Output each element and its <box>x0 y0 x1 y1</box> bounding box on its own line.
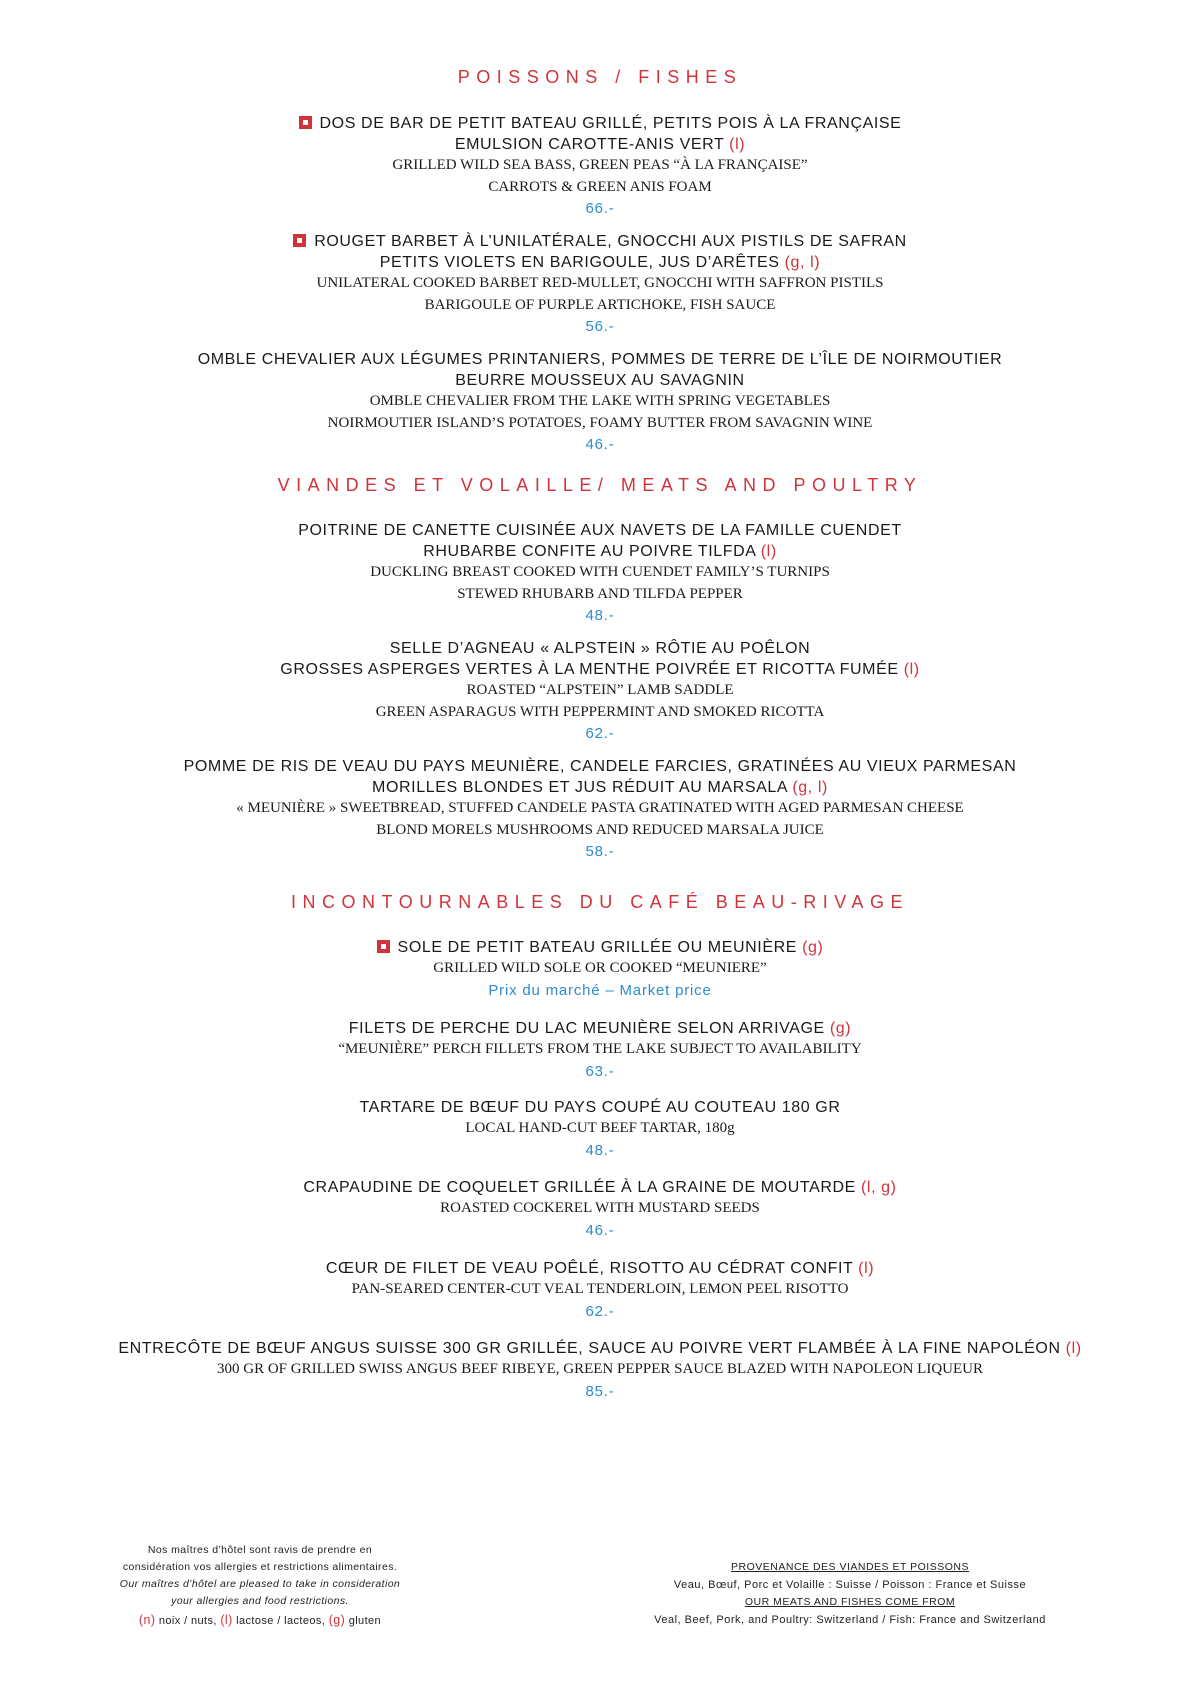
dish-title-fr: ROUGET BARBET À L’UNILATÉRALE, GNOCCHI AUX PISTILS DE SAFRAN <box>0 231 1200 252</box>
dish-title-fr: SELLE D’AGNEAU « ALPSTEIN » RÔTIE AU POÊLON <box>389 640 811 657</box>
dish-subtitle-fr: EMULSION CAROTTE-ANIS VERT (l) <box>454 136 746 153</box>
allergen-tag: (g) <box>829 1020 852 1037</box>
dish-price: 63.- <box>585 1062 615 1080</box>
dish-title-en: PAN-SEARED CENTER-CUT VEAL TENDERLOIN, LEMON PEEL RISOTTO <box>351 1281 849 1297</box>
dish-title-en: ROASTED “ALPSTEIN” LAMB SADDLE <box>466 682 734 698</box>
dish-agneau <box>0 638 1200 745</box>
allergy-notice-en-1: Our maîtres d’hôtel are pleased to take in consideration <box>119 1578 401 1590</box>
allergy-notice <box>70 1542 450 1630</box>
allergen-label-lactose: lactose / lacteos, <box>236 1615 326 1627</box>
dish-subtitle-en: CARROTS & GREEN ANIS FOAM <box>488 178 712 195</box>
allergen-tag: (l) <box>903 661 920 678</box>
dish-tartare <box>0 1097 1200 1162</box>
dish-title-en: LOCAL HAND-CUT BEEF TARTAR, 180g <box>465 1120 735 1136</box>
allergen-tag: (l) <box>858 1260 875 1277</box>
provenance-heading-en: OUR MEATS AND FISHES COME FROM <box>744 1596 956 1608</box>
dish-subtitle-en: GREEN ASPARAGUS WITH PEPPERMINT AND SMOKED RICOTTA <box>375 703 825 720</box>
dish-title-en: 300 GR OF GRILLED SWISS ANGUS BEEF RIBEYE, GREEN PEPPER SAUCE BLAZED WITH NAPOLEON LIQUEUR <box>217 1361 983 1377</box>
dish-title-fr: CRAPAUDINE DE COQUELET GRILLÉE À LA GRAINE DE MOUTARDE (l, g) <box>303 1179 897 1196</box>
dish-price: 48.- <box>585 1141 615 1159</box>
dish-subtitle-fr: RHUBARBE CONFITE AU POIVRE TILFDA (l) <box>423 543 777 560</box>
dish-price: 66.- <box>585 200 615 217</box>
dish-price: 48.- <box>585 607 615 624</box>
dish-price: 85.- <box>585 1382 615 1400</box>
dish-title-fr: DOS DE BAR DE PETIT BATEAU GRILLÉ, PETITS POIS À LA FRANÇAISE <box>0 113 1200 134</box>
allergen-tag: (l) <box>729 136 746 153</box>
allergen-tag: (g) <box>802 939 824 956</box>
dish-bar <box>0 113 1200 220</box>
dish-title-en: OMBLE CHEVALIER FROM THE LAKE WITH SPRING VEGETABLES <box>369 393 831 409</box>
dish-subtitle-fr: BEURRE MOUSSEUX AU SAVAGNIN <box>455 372 745 389</box>
dish-omble <box>0 349 1200 456</box>
dish-title-en: UNILATERAL COOKED BARBET RED-MULLET, GNOCCHI WITH SAFFRON PISTILS <box>316 275 884 291</box>
provenance-text-en: Veal, Beef, Pork, and Poultry: Switzerland / Fish: France and Switzerland <box>654 1613 1046 1626</box>
section-title-fishes: POISSONS / FISHES <box>457 67 743 87</box>
dish-title-en: DUCKLING BREAST COOKED WITH CUENDET FAMILY’S TURNIPS <box>370 564 830 580</box>
provenance-notice <box>630 1559 1070 1629</box>
dish-coquelet <box>0 1177 1200 1242</box>
allergen-code-gluten: (g) <box>328 1613 346 1627</box>
allergen-code-nuts: (n) <box>138 1613 156 1627</box>
allergen-tag: (l) <box>760 543 777 560</box>
dish-price: 58.- <box>585 843 615 860</box>
dish-subtitle-fr: PETITS VIOLETS EN BARIGOULE, JUS D’ARÊTES (g, l) <box>379 254 821 271</box>
section-title-meats: VIANDES ET VOLAILLE/ MEATS AND POULTRY <box>277 475 923 495</box>
dish-title-fr: POITRINE DE CANETTE CUISINÉE AUX NAVETS DE LA FAMILLE CUENDET <box>298 522 902 539</box>
allergy-notice-en-2: your allergies and food restrictions. <box>171 1595 349 1607</box>
dish-title-fr: SOLE DE PETIT BATEAU GRILLÉE OU MEUNIÈRE (g) <box>0 937 1200 958</box>
allergen-code-lactose: (l) <box>220 1613 233 1627</box>
dish-title-en: “MEUNIÈRE” PERCH FILLETS FROM THE LAKE SUBJECT TO AVAILABILITY <box>338 1041 862 1057</box>
section-title-classics: INCONTOURNABLES DU CAFÉ BEAU-RIVAGE <box>291 892 909 912</box>
dish-subtitle-en: NOIRMOUTIER ISLAND’S POTATOES, FOAMY BUTTER FROM SAVAGNIN WINE <box>327 414 873 431</box>
provenance-heading-fr: PROVENANCE DES VIANDES ET POISSONS <box>731 1561 969 1573</box>
dish-subtitle-fr: GROSSES ASPERGES VERTES À LA MENTHE POIVRÉE ET RICOTTA FUMÉE (l) <box>280 661 920 678</box>
dish-subtitle-en: STEWED RHUBARB AND TILFDA PEPPER <box>457 585 743 602</box>
allergy-notice-fr-1: Nos maîtres d’hôtel sont ravis de prendre en <box>147 1544 373 1556</box>
dish-canette <box>0 520 1200 627</box>
dish-title-en: GRILLED WILD SEA BASS, GREEN PEAS “À LA FRANÇAISE” <box>392 157 808 173</box>
allergen-tag: (l) <box>1065 1340 1082 1357</box>
dish-rouget <box>0 231 1200 338</box>
swiss-flag-icon <box>299 116 312 129</box>
dish-title-fr: CŒUR DE FILET DE VEAU POÊLÉ, RISOTTO AU CÉDRAT CONFIT (l) <box>325 1260 875 1277</box>
dish-title-fr: POMME DE RIS DE VEAU DU PAYS MEUNIÈRE, CANDELE FARCIES, GRATINÉES AU VIEUX PARMESAN <box>183 758 1017 775</box>
dish-price: 56.- <box>585 318 615 335</box>
dish-entrecote <box>0 1338 1200 1403</box>
dish-ris-de-veau <box>0 756 1200 863</box>
dish-price: 46.- <box>585 436 615 453</box>
allergen-tag: (g, l) <box>784 254 821 271</box>
dish-subtitle-en: BLOND MORELS MUSHROOMS AND REDUCED MARSALA JUICE <box>376 821 824 838</box>
dish-price: 62.- <box>585 725 615 742</box>
dish-title-en: ROASTED COCKEREL WITH MUSTARD SEEDS <box>440 1200 760 1216</box>
provenance-text-fr: Veau, Bœuf, Porc et Volaille : Suisse / Poisson : France et Suisse <box>673 1578 1027 1591</box>
swiss-flag-icon <box>377 940 390 953</box>
allergen-legend <box>70 1612 450 1630</box>
dish-subtitle-en: BARIGOULE OF PURPLE ARTICHOKE, FISH SAUCE <box>424 296 776 313</box>
dish-title-fr: TARTARE DE BŒUF DU PAYS COUPÉ AU COUTEAU 180 GR <box>359 1099 841 1116</box>
dish-subtitle-fr: MORILLES BLONDES ET JUS RÉDUIT AU MARSALA (g, l) <box>372 779 828 796</box>
dish-price: Prix du marché – Market price <box>488 981 712 999</box>
allergen-label-nuts: noix / nuts, <box>158 1615 217 1627</box>
allergy-notice-fr-2: considération vos allergies et restrictions alimentaires. <box>122 1561 398 1573</box>
dish-title-fr: FILETS DE PERCHE DU LAC MEUNIÈRE SELON ARRIVAGE (g) <box>348 1020 852 1037</box>
swiss-flag-icon <box>293 234 306 247</box>
dish-title-en: « MEUNIÈRE » SWEETBREAD, STUFFED CANDELE PASTA GRATINATED WITH AGED PARMESAN CHEESE <box>236 800 964 816</box>
dish-sole <box>0 937 1200 1002</box>
allergen-tag: (l, g) <box>860 1179 897 1196</box>
dish-title-en: GRILLED WILD SOLE OR COOKED “MEUNIERE” <box>433 960 767 976</box>
dish-perche <box>0 1018 1200 1083</box>
dish-price: 62.- <box>585 1302 615 1320</box>
dish-title-fr: ENTRECÔTE DE BŒUF ANGUS SUISSE 300 GR GRILLÉE, SAUCE AU POIVRE VERT FLAMBÉE À LA FINE NAPOLÉON (l) <box>118 1340 1082 1357</box>
dish-price: 46.- <box>585 1221 615 1239</box>
allergen-tag: (g, l) <box>792 779 828 796</box>
dish-title-fr: OMBLE CHEVALIER AUX LÉGUMES PRINTANIERS, POMMES DE TERRE DE L’ÎLE DE NOIRMOUTIER <box>197 351 1003 368</box>
allergen-label-gluten: gluten <box>348 1615 382 1627</box>
dish-filet-de-veau <box>0 1258 1200 1323</box>
